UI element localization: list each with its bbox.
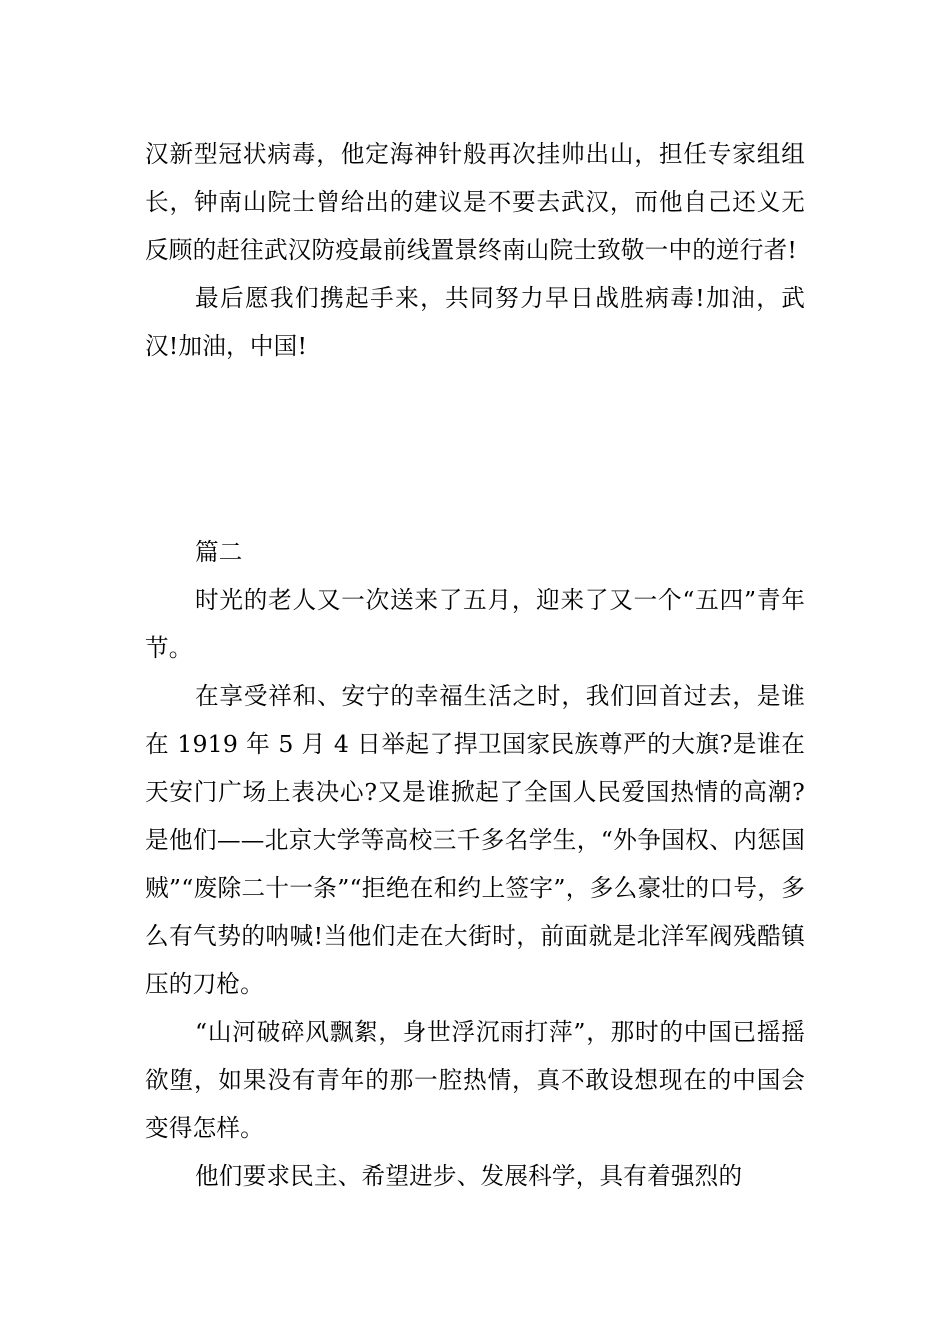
section-body-text [145, 576, 805, 1200]
section-heading-block [145, 528, 805, 576]
paragraph: 时光的老人又一次送来了五月，迎来了又一个“五四”青年节。 [145, 586, 805, 662]
paragraph: 在享受祥和、安宁的幸福生活之时，我们回首过去，是谁在 1919 年 5 月 4 日举起了捍卫国家民族尊严的大旗?是谁在天安门广场上表决心?又是谁掀起了全国人民爱国热情的高潮? 是他们——北京大学等高校三千多名学生，“外争国权、内惩国贼”“废除二十一条”“拒绝在和约上签字”，多么豪壮的口号，多么有气势的呐喊!当他们走在大街时，前面就是北洋军阀残酷镇压的刀枪。 [145, 682, 805, 998]
paragraph: 汉新型冠状病毒，他定海神针般再次挂帅出山，担任专家组组长，钟南山院士曾给出的建议是不要去武汉，而他自己还义无反顾的赶往武汉防疫最前线置景终南山院士致敬一中的逆行者! [145, 140, 805, 264]
section-heading: 篇二 [195, 538, 243, 566]
previous-section-text [145, 130, 805, 370]
paragraph: 最后愿我们携起手来，共同努力早日战胜病毒!加油，武汉!加油，中国! [145, 284, 805, 360]
paragraph: 他们要求民主、希望进步、发展科学，具有着强烈的 [195, 1162, 743, 1190]
paragraph: “山河破碎风飘絮，身世浮沉雨打萍”，那时的中国已摇摇欲堕，如果没有青年的那一腔热情，真不敢设想现在的中国会变得怎样。 [145, 1018, 805, 1142]
